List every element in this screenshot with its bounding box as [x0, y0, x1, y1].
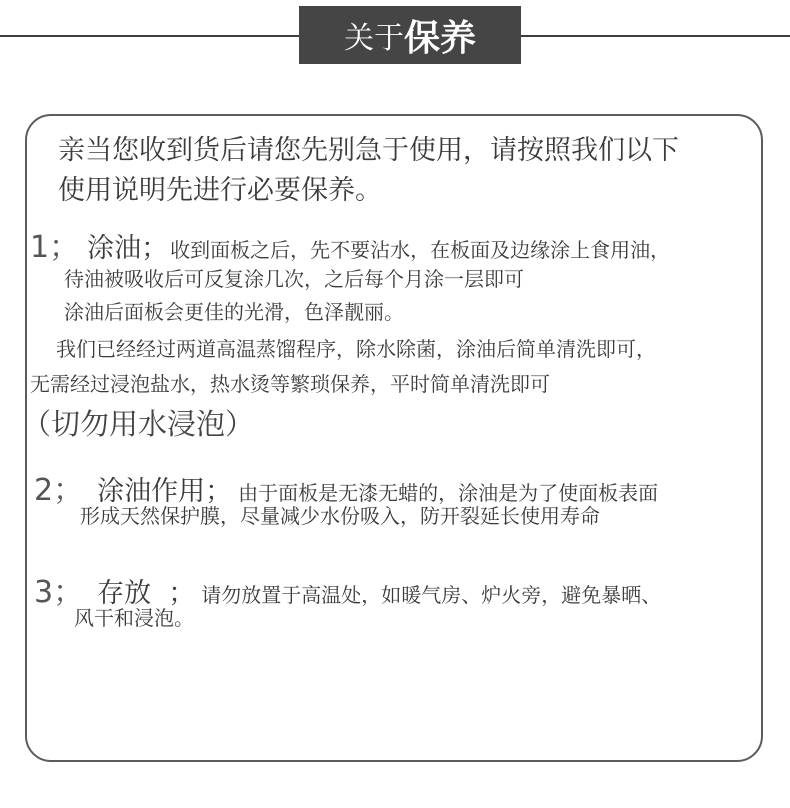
title-main: 保养 — [403, 17, 476, 59]
section-1-text-4: 我们已经经过两道高温蒸馏程序，除水除菌，涂油后简单清洗即可， — [56, 337, 656, 361]
section-3-text-1: 请勿放置于高温处，如暖气房、炉火旁，避免暴晒、 — [201, 583, 662, 607]
section-title-banner — [299, 6, 521, 64]
section-1-text-2: 待油被吸收后可反复涂几次，之后每个月涂一层即可 — [64, 267, 524, 291]
section-1-title: 涂油； — [87, 233, 169, 264]
intro-line-2: 使用说明先进行必要保养。 — [58, 175, 382, 206]
section-3-number: 3； — [34, 575, 84, 610]
intro-line-1: 亲当您收到货后请您先别急于使用，请按照我们以下 — [58, 135, 679, 166]
section-2-text-1: 由于面板是无漆无蜡的，涂油是为了使面板表面 — [238, 481, 659, 505]
section-2-number: 2； — [34, 473, 84, 508]
header-line-left — [0, 35, 299, 37]
section-3-title: 存放 ； — [97, 578, 196, 609]
header-line-right — [521, 35, 790, 37]
section-1-text-3: 涂油后面板会更佳的光滑，色泽靓丽。 — [64, 300, 404, 324]
section-1-number: 1； — [30, 230, 80, 265]
section-1-heading — [30, 222, 670, 266]
title-prefix: 关于 — [343, 21, 404, 56]
section-1-text-5: 无需经过浸泡盐水，热水烫等繁琐保养，平时简单清洗即可 — [30, 372, 550, 396]
section-2-title: 涂油作用； — [97, 476, 233, 507]
section-1-text-1: 收到面板之后，先不要沾水，在板面及边缘涂上食用油， — [170, 238, 671, 262]
section-1-warning: （切勿用水浸泡） — [22, 407, 255, 441]
section-3-text-2: 风干和浸泡。 — [74, 606, 194, 630]
section-2-text-2: 形成天然保护膜，尽量减少水份吸入，防开裂延长使用寿命 — [80, 504, 600, 528]
